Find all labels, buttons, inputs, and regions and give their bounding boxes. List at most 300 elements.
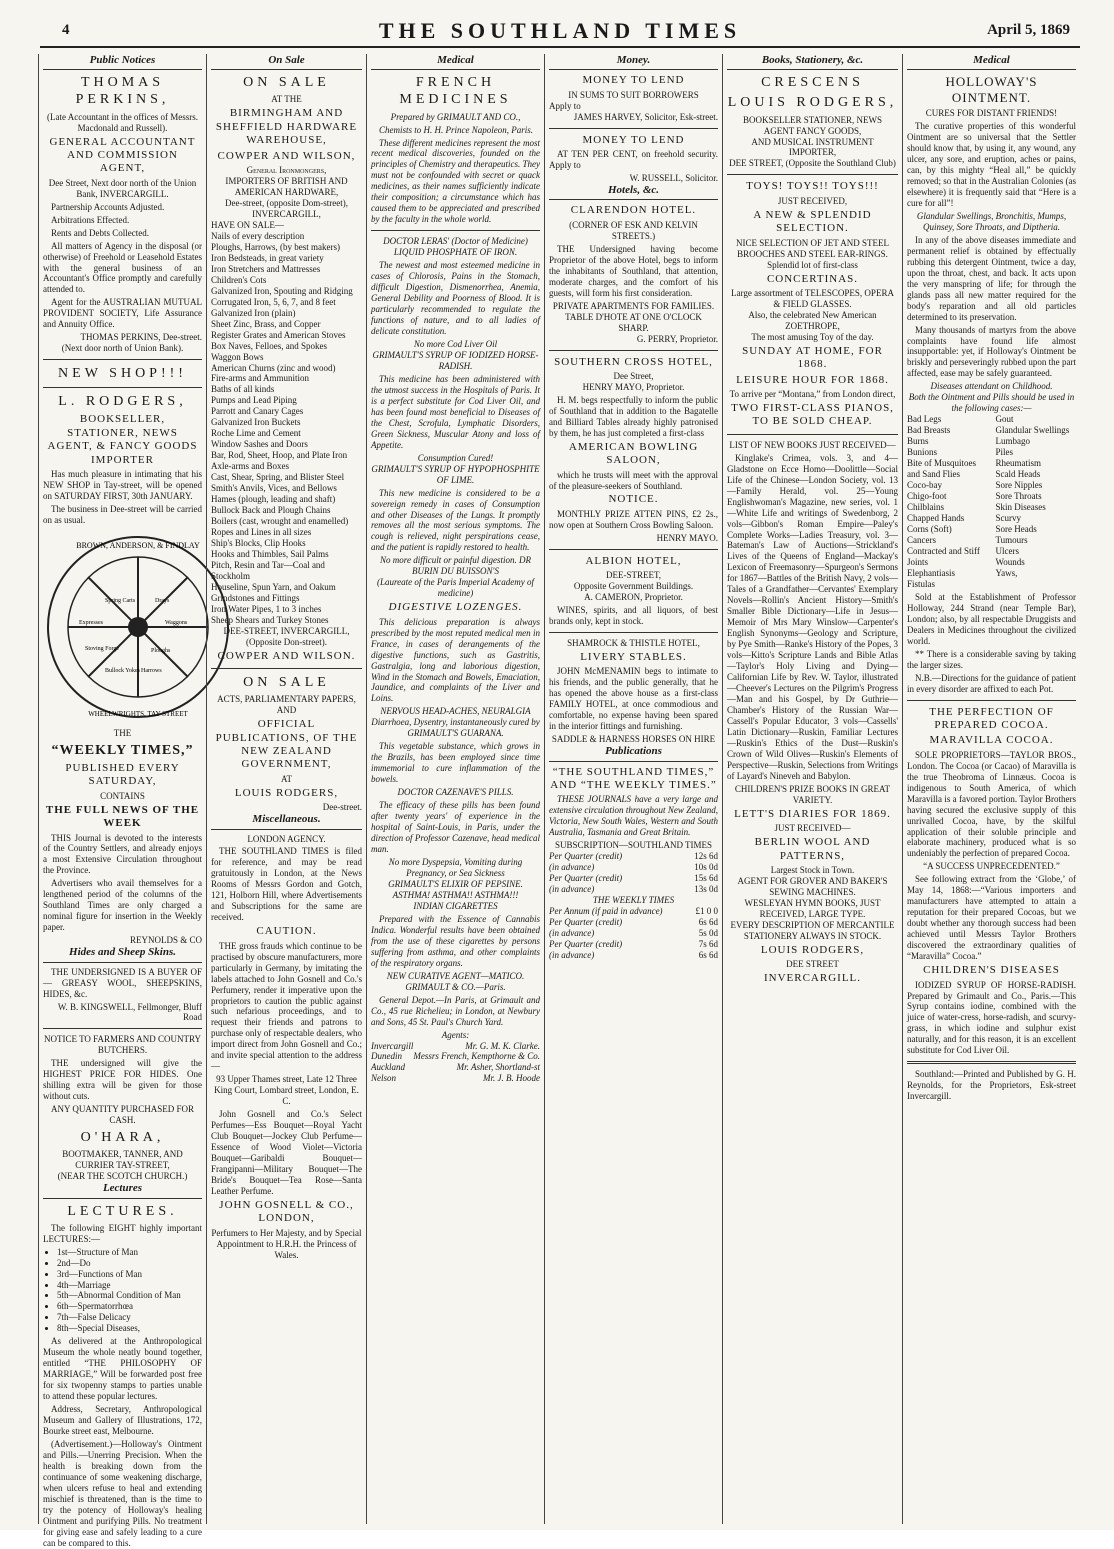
masthead (40, 18, 1080, 48)
section-header: Medical (907, 54, 1076, 70)
ad-text: AGENT FOR GROVER AND BAKER'S SEWING MACHINES. (737, 875, 888, 897)
ad-signature: G. PERRY, Proprietor. (636, 333, 718, 344)
ad-heading: OFFICIAL PUBLICATIONS, OF THE NEW ZEALAND GOVERNMENT, (215, 718, 358, 771)
ad-text: (Late Accountant in the offices of Messrs. Macdonald and Russell). (46, 111, 199, 133)
ad-text: General Depot.—In Paris, at Grimault and Co., 45 rue Richelieu; in London, at Newbury and Sons, 45 St. Paul's Church Yard. (371, 994, 540, 1027)
wheel-illustration (43, 532, 233, 722)
ad-heading: “WEEKLY TIMES,” (51, 742, 194, 758)
column-on-sale (206, 54, 366, 1524)
ad-text: THE gross frauds which continue to be practised by obscure manufacturers, more particularly in Germany, by imitating the labels attached to John Gosnell and Co.'s Perfumery, render it imperative upon the proprietors to caution the public against such nefarious proceedings, and to request their friends and patrons to purchase only of respectable dealers, who import direct from John Gosnell and Co.; and invite special attention to the address— (211, 940, 362, 1072)
list-item: Ploughs, Harrows, (by best makers) (211, 241, 340, 252)
list-item: • 5th—Abnormal Condition of Man (57, 1290, 202, 1301)
list-item: • 7th—False Delicacy (57, 1312, 202, 1323)
table-cell-label: Per Quarter (credit) (549, 939, 623, 949)
ad-text: (Laureate of the Paris Imperial Academy of medicine) (377, 577, 534, 599)
table-cell-label: (in advance) (549, 928, 595, 939)
ad-text: Dee Street, (613, 370, 654, 381)
ad-heading: Glandular Swellings, Bronchitis, Mumps, Quinsey, Sore Throats, and Diptheria. (916, 210, 1067, 232)
page-number: 4 (62, 22, 70, 38)
wheel-spoke-label: Waggons (165, 619, 188, 626)
list-item: Yaws, (995, 567, 1018, 578)
ad-heading: LIST OF NEW BOOKS JUST RECEIVED— (729, 439, 896, 450)
wheel-icon (43, 532, 233, 722)
ad-text: Consumption Cured! (417, 452, 494, 463)
list-item: Rheumatism (995, 458, 1041, 469)
ad-heading: DIGESTIVE LOZENGES. (388, 601, 523, 614)
ad-text: A. CAMERON, Proprietor. (584, 592, 683, 603)
ad-text: The business in Dee-street will be carried on as usual. (43, 503, 202, 525)
ad-heading: BERLIN WOOL AND PATTERNS, (754, 836, 871, 862)
section-header: Miscellaneous. (211, 813, 362, 829)
ad-signature: W. RUSSELL, Solicitor. (629, 173, 718, 184)
table-cell-label: Per Quarter (credit) (549, 851, 623, 862)
list-item: Scurvy (995, 513, 1021, 523)
ad-signature: THOMAS PERKINS, Dee-street. (80, 332, 202, 343)
ad-text: Advertisers who avail themselves for a lengthened period of the columns of the Southland Times are only charged a nominal figure for insertion in the Weekly paper. (43, 878, 202, 933)
ad-heading: LIVERY STABLES. (580, 651, 687, 663)
ad-heading: LEISURE HOUR FOR 1868. (736, 373, 889, 386)
ad-text: The newest and most esteemed medicine in cases of Chlorosis, Pains in the Stomach, difficult Digestion, Dismenorrhea, Anemia, General Debility and Poorness of Blood. It is particularly recommended to regulate the functions of nature, and to all ladies of delicate constitution. (371, 260, 540, 336)
agent-town: Dunedin (371, 1051, 402, 1062)
ad-heading: ON SALE (243, 675, 330, 691)
list-item: Boilers (cast, wrought and enamelled) (211, 516, 349, 527)
list-item: Iron Stretchers and Mattresses (211, 263, 321, 274)
ad-text: THIS Journal is devoted to the interests of the Country Settlers, and already enjoys a most Extensive Circulation throughout the Province. (43, 832, 202, 876)
list-item: • 4th—Marriage (57, 1280, 202, 1291)
ad-text: No more difficult or painful digestion. DR BURIN DU BUISSON'S (380, 555, 531, 577)
table-row (549, 928, 718, 939)
list-item: Window Sashes and Doors (211, 439, 308, 450)
agent-row (371, 1051, 540, 1062)
ad-text: Agent for the AUSTRALIAN MUTUAL PROVIDENT SOCIETY, Life Assurance and Annuity Office. (43, 297, 202, 330)
list-item: Houseline, Spun Yarn, and Oakum (211, 581, 336, 592)
ad-heading: SUBSCRIPTION—SOUTHLAND TIMES (554, 840, 713, 851)
ad-heading: Diseases attendant on Childhood. (930, 381, 1053, 392)
ad-heading: COWPER AND WILSON, (217, 149, 356, 162)
list-item: Ulcers (995, 545, 1019, 556)
ad-text: This new medicine is considered to be a sovereign remedy in cases of Consumption and other Diseases of the Lungs. It promptly removes all the most serious symptoms. The cough is relieved, night perspirations cease, and the patient is rapidly restored to health. (371, 487, 540, 553)
ad-text: THE (113, 727, 132, 738)
ad-text: Dee-street, (opposite Dom-street), INVERCARGILL, (225, 197, 348, 219)
agent-name: Mr. Asher, Shortland-st (456, 1062, 540, 1073)
table-row (549, 917, 718, 928)
ad-text: This delicious preparation is always prescribed by the most reputed medical men in France, in cases of derangements of the digestive functions, such as Gastritis, Gastralgia, long and laborious digestion, Wind in the Stomach and Bowels, Emaciation, Jaundice, and complaints of the Liver and Loins. (371, 616, 540, 704)
table-row (549, 884, 718, 895)
column-medical-2 (902, 54, 1080, 1524)
table-cell-label: (in advance) (549, 949, 595, 960)
divider (43, 359, 202, 360)
ad-text: THE SOUTHLAND TIMES is filed for reference, and may be read gratuitously in London, at the News Rooms of Messrs Gordon and Gotch, 121, Holborn Hill, where Advertisements and Subscriptions for the same are received. (211, 846, 362, 923)
list-item: Register Grates and American Stoves (211, 329, 346, 340)
ad-heading: L. RODGERS, (58, 394, 187, 410)
divider (727, 434, 898, 435)
ad-heading: MONEY TO LEND (582, 74, 685, 87)
list-item: Bad Legs (907, 414, 942, 425)
ad-text: THE Undersigned having become Proprietor of the above Hotel, begs to inform the inhabitants of Southland, that attention, moderate charges, and the comfort of his guests, will form his first consideration. (549, 243, 718, 298)
ad-text: No more Dyspepsia, Vomiting during Pregnancy, or Sea Sickness (388, 857, 523, 878)
ad-signature: COWPER AND WILSON. (217, 649, 356, 662)
newspaper-title: THE SOUTHLAND TIMES (378, 18, 742, 43)
table-cell-label: Per Quarter (credit) (549, 917, 623, 928)
list-item: Sheep Shears and Turkey Stones (211, 614, 329, 625)
ad-text: AND MUSICAL INSTRUMENT IMPORTER, (751, 136, 874, 158)
column-public-notices (38, 54, 206, 1548)
ad-text: SADDLE & HARNESS HORSES ON HIRE (551, 734, 716, 745)
list-item: Cancers (907, 534, 936, 545)
ad-text: Splendid lot of first-class (767, 259, 858, 270)
list-item: Waggon Bows (211, 351, 264, 362)
lecture-list (43, 1247, 202, 1335)
ad-heading: SOUTHERN CROSS HOTEL, (554, 355, 713, 368)
table-cell-value: 6s 6d (698, 917, 718, 928)
ad-text: Chemists to H. H. Prince Napoleon, Paris. (379, 124, 533, 135)
section-header: Books, Stationery, &c. (727, 54, 898, 70)
ad-heading: GRIMAULT'S SYRUP OF IODIZED HORSE-RADISH. (372, 349, 539, 371)
divider (907, 1061, 1076, 1064)
list-item: Wounds (995, 556, 1025, 567)
ad-heading: CAUTION. (256, 925, 317, 938)
divider (549, 549, 718, 550)
ad-heading: TOYS! TOYS!! TOYS!!! (746, 180, 879, 193)
ad-heading: GENERAL ACCOUNTANT AND COMMISSION AGENT, (49, 135, 196, 175)
list-item: Axle-arms and Boxes (211, 461, 289, 472)
list-item: Iron Water Pipes, 1 to 3 inches (211, 603, 322, 614)
cases-left (907, 414, 988, 590)
ad-text: MONTHLY PRIZE ATTEN PINS, £2 2s., now open at Southern Cross Bowling Saloon. (549, 508, 718, 530)
ad-signature: HENRY MAYO. (656, 532, 718, 543)
list-item: Lumbago (995, 436, 1030, 447)
list-item: Bite of Musquitoes and Sand Flies (907, 458, 976, 480)
ad-heading: MONEY TO LEND (582, 133, 685, 146)
ad-text: IN SUMS TO SUIT BORROWERS (568, 89, 699, 100)
subscription-table (549, 851, 718, 895)
ad-heading: ASTHMA! ASTHMA!! ASTHMA!!! (392, 889, 519, 900)
ad-text: The most amusing Toy of the day. (751, 331, 874, 342)
ad-text: DEE STREET (786, 959, 839, 970)
wheel-spoke-label: Ploughs (151, 647, 171, 654)
list-item: Fire-arms and Ammunition (211, 373, 309, 384)
ad-text: THESE JOURNALS have a very large and extensive circulation throughout New Zealand, Victoria, New South Wales, Western and South Australia, Tasmania and Great Britain. (549, 794, 718, 838)
ad-heading: LOUIS RODGERS, (727, 95, 898, 111)
list-item: Arbitrations Effected. (51, 214, 130, 225)
ad-text: Many thousands of martyrs from the above complaints have found life almost insupportable: yet, if Holloway's Ointment be briskly and perseveringly rubbed upon the part affected, ease may be safely guaranteed. (907, 324, 1076, 379)
divider (549, 632, 718, 633)
wheel-spoke-label: Expresses (79, 619, 103, 626)
ad-heading: THOMAS PERKINS, (75, 75, 170, 108)
ad-text: PRIVATE APARTMENTS FOR FAMILIES. (552, 300, 715, 311)
list-item: Glandular Swellings (995, 425, 1070, 436)
ad-heading: CLARENDON HOTEL. (570, 204, 697, 217)
agent-row (371, 1062, 540, 1073)
ad-heading: BIRMINGHAM AND SHEFFIELD HARDWARE WAREHOUSE, (215, 107, 358, 147)
table-row (549, 862, 718, 873)
ad-heading: NERVOUS HEAD-ACHES, NEURALGIA (380, 706, 531, 717)
ad-text: Agents: (441, 1029, 470, 1040)
ad-heading: “THE SOUTHLAND TIMES,” AND “THE WEEKLY TIMES.” (550, 765, 717, 791)
ad-signature: JOHN GOSNELL & CO., LONDON, (219, 1198, 354, 1225)
list-item: Piles (995, 447, 1014, 458)
list-item: Ship's Blocks, Clip Hooks (211, 538, 306, 549)
ad-text: General Ironmongers, (246, 165, 327, 176)
section-header: Money. (549, 54, 718, 70)
section-header: Hides and Sheep Skins. (43, 946, 202, 962)
ad-heading: THE FULL NEWS OF THE WEEK (45, 803, 200, 830)
ad-text: In any of the above diseases immediate and permanent relief is obtained by effectually rubbing this detergent Ointment, twice a day, upon the throat, chest, and back. It acts upon the very manspring of life; for through the glands pass all new matter required for the body's reparation and all old particles determined to its preservation. (907, 234, 1076, 322)
ad-heading: THE WEEKLY TIMES (592, 895, 675, 906)
ad-heading: DOCTOR LERAS' (Doctor of Medicine) LIQUID PHOSPHATE OF IRON. (383, 236, 528, 258)
ad-list (43, 202, 202, 296)
ad-text: THE undersigned will give the HIGHEST PRICE FOR HIDES. One shilling extra will be given for those without cuts. (43, 1058, 202, 1102)
ad-text: (Opposite Don-street). (246, 636, 327, 647)
list-item: Elephantiasis (907, 567, 955, 578)
list-item: Partnership Accounts Adjusted. (51, 201, 165, 212)
list-item: Chigo-foot (907, 491, 947, 502)
ad-heading: GRIMAULT'S ELIXIR OF PEPSINE. (388, 878, 523, 889)
list-item: Gout (995, 414, 1014, 425)
agent-town: Nelson (371, 1073, 397, 1084)
list-item: Tumours (995, 534, 1028, 545)
ad-text: The curative properties of this wonderful Ointment are so universal that the Settler should know that, by using it, any wound, any ulcer, any sore, and eruption, aches or pains, can, by this mighty “Heal all,” be quickly removed; so that in the Australian Colonies (as elsewhere) it is frequently said that “Here is a cure for all”! (907, 121, 1076, 208)
ad-signature: LOUIS RODGERS, (760, 943, 865, 956)
table-cell-label: (in advance) (549, 862, 595, 873)
ad-heading: NEW CURATIVE AGENT—MATICO. GRIMAULT & CO.—Paris. (386, 970, 525, 992)
ad-heading: SHAMROCK & THISTLE HOTEL, (567, 638, 700, 649)
table-cell-value: 13s 0d (694, 884, 718, 895)
ad-text: TABLE D'HOTE AT ONE O'CLOCK SHARP. (565, 311, 702, 333)
ad-signature: INVERCARGILL. (763, 972, 862, 985)
list-item: Corns (Soft) (907, 523, 952, 534)
ad-text: No more Cod Liver Oil (413, 338, 498, 349)
ad-text: EVERY DESCRIPTION OF MERCANTILE STATIONERY ALWAYS IN STOCK. (730, 919, 895, 941)
ad-text: IMPORTERS OF BRITISH AND AMERICAN HARDWARE, (225, 176, 348, 198)
ad-text: (Next door north of Union Bank). (61, 343, 184, 354)
table-row (549, 906, 718, 917)
table-cell-value: 10s 0d (694, 862, 718, 873)
list-item: Bullock Back and Plough Chains (211, 505, 331, 516)
ad-text: AT (281, 773, 292, 784)
list-item: Chilblains (907, 502, 945, 513)
table-cell-value: 5s 0d (698, 928, 718, 939)
divider (549, 128, 718, 129)
ad-text: Diarrhoea, Dysentry, instantaneously cured by (371, 717, 540, 728)
table-cell-label: (in advance) (549, 884, 595, 895)
ad-text: ACTS, PARLIAMENTARY PAPERS, (217, 694, 356, 705)
divider (907, 700, 1076, 701)
ad-heading: “A SUCCESS UNPRECEDENTED.” (923, 861, 1060, 872)
ad-text: Prepared by GRIMAULT AND CO., (390, 111, 521, 122)
table-row (549, 851, 718, 862)
ad-text: 93 Upper Thames street, Late 12 Three King Court, Lombard street, London, E. C. (214, 1074, 359, 1107)
ad-text: Kinglake's Crimea, vols. 3, and 4—Gladstone on Ecce Homo—Doolittle—Social Life of the Chinese—London Society, vol. 13—Family Herald, vol. 25—Young Englishwoman's Magazine, new series, vol. 1—White Life and writings of Swedenborg, 2 vols—Gibbon's Roman Empire—Paley's Complete Works—Ladies Treasury, vol. 3—Bateman's Law of Auctions—Strickland's Lives of the Queens of England—Mackay's Lexicon of Freemasonry—Spurgeon's Sermons for 1867—Battles of the British Navy, 2 vols—Tales of a Grandfather—Cervantes' Exemplary Novels—Rollin's Ancient History—Smith's Smaller Bible Dictionary—Life in Jesus—Memoir of Mrs Mary Winslow—Carpenter's English Synonyms—Geology and Scripture, by Pye Smith—Ranke's History of the Popes, 3 vols—Kitto's Scripture Lands and Bible Atlas—Taylor's Holy Living and Dying—Californian Life by Rev. W. Taylor, illustrated—Cheever's Lectures on the Pilgrim's Progress—Man and his Gospel, by Dr Guthrie—Chamber's History of the Russian War—Cassell's Popular Educator, 3 vols—Cassells' Latin Dictionary—Ruskin, Familiar Lectures—Ruskin's Ethics of the Dust—Ruskin's Crown of Wild Olives—Ruskin's Elements of Perspective—Ruskin, Selections from Writings of Layard's Nineveh and Babylon. (727, 452, 898, 781)
agent-row (371, 1073, 540, 1084)
ad-text: This medicine has been administered with the utmost success in the Hospitals of Paris. It is a perfect substitute for Cod Liver Oil, and has been found most beneficial to Diseases of the Chest, Scrofula, Lymphatic Disorders, Green Sickness, Muscular Atony and loss of Appetite. (371, 373, 540, 450)
section-header: On Sale (211, 54, 362, 70)
subscription-table (549, 906, 718, 961)
list-item: Grindstones and Fittings (211, 592, 300, 603)
ad-text: HAVE ON SALE— (211, 219, 284, 230)
list-item: • 1st—Structure of Man (57, 1247, 202, 1258)
ad-heading: LECTURES. (67, 1203, 178, 1219)
ad-text: Perfumers to Her Majesty, and by Special Appointment to H.R.H. the Princess of Wales. (211, 1227, 362, 1260)
divider (549, 350, 718, 351)
ad-heading: PUBLISHED EVERY SATURDAY, (65, 761, 180, 788)
list-item: • 3rd—Functions of Man (57, 1269, 202, 1280)
ad-heading: LONDON AGENCY. (247, 833, 326, 844)
column-books (722, 54, 902, 1524)
table-cell-value: £1 0 0 (695, 906, 718, 917)
ad-text: AT TEN PER CENT, on freehold security. Apply to (549, 149, 718, 171)
list-item: Pitch, Resin and Tar—Coal and Stockholm (211, 559, 325, 581)
ad-text: BOOKSELLER STATIONER, NEWS AGENT FANCY GOODS, (742, 114, 883, 136)
list-item: Galvanized Iron (plain) (211, 307, 296, 318)
ad-heading: BOOKSELLER, STATIONER, NEWS AGENT, & FANCY GOODS IMPORTER (47, 413, 198, 466)
list-item: Roche Lime and Cement (211, 428, 301, 439)
list-item: Skin Diseases (995, 502, 1046, 513)
ad-heading: SUNDAY AT HOME, FOR 1868. (742, 344, 883, 371)
cases-right (996, 414, 1077, 590)
ad-text: The efficacy of these pills has been found after twenty years' of experience in the hospital of Saint-Louis, in Paris, under the direction of Professor Cazenave, head medical man. (371, 800, 540, 855)
ad-text: SOLE PROPRIETORS—TAYLOR BROS., London. The Cocoa (or Cacao) of Maravilla is the true Theobroma of Linnæus. Cocoa is indigenous to South America, of which Maravilla is a favored portion. Taylor Brothers having secured the exclusive supply of this unrivalled Cocoa, have, by the skilful application of their soluble principle and elaborate machinery, produced what is so undeniably the perfection of prepared Cocoa. (907, 749, 1076, 859)
list-item: Hames (plough, leading and shaft) (211, 494, 336, 505)
list-item: American Churns (zinc and wood) (211, 362, 336, 373)
agent-name: Mr. G. M. K. Clarke. (465, 1040, 540, 1051)
ad-text: (CORNER OF ESK AND KELVIN STREETS.) (569, 219, 698, 241)
table-row (549, 950, 718, 961)
list-item: Nails of every description (211, 230, 305, 241)
ad-text: Dee Street, Next door north of the Union Bank, INVERCARGILL. (48, 177, 197, 199)
issue-date: April 5, 1869 (987, 22, 1070, 38)
list-item: • 8th—Special Diseases, (57, 1323, 202, 1334)
ad-heading: ALBION HOTEL, (585, 554, 682, 567)
ad-heading: ON SALE (243, 75, 330, 91)
ad-text: which he trusts will meet with the approval of the pleasure-seekers of Southland. (549, 469, 718, 491)
wheel-ring-label: WHEELWRIGHTS, TAY STREET (88, 709, 188, 718)
table-cell-value: 6s 6d (698, 949, 718, 960)
table-row (549, 873, 718, 884)
ad-signature: REYNOLDS & CO (129, 935, 202, 946)
divider (211, 668, 362, 669)
agent-row (371, 1041, 540, 1052)
table-row (549, 939, 718, 950)
ad-text: DEE STREET, (Opposite the Southland Club) (729, 158, 896, 169)
ad-heading: MARAVILLA COCOA. (929, 734, 1054, 747)
ad-text: HENRY MAYO, Proprietor. (582, 381, 685, 392)
divider (43, 387, 202, 388)
ad-text: Sold at the Establishment of Professor Holloway, 244 Strand (near Temple Bar), London; also, by all respectable Druggists and Dealers in Medicines throughout the civilized world. (907, 591, 1076, 646)
list-item: Coco-bay (907, 480, 942, 491)
list-item: Burns (907, 436, 929, 447)
agent-town: Invercargill (371, 1040, 414, 1051)
list-item: Galvanized Iron Buckets (211, 417, 301, 428)
wheel-spoke-label: Stoving Forge (85, 645, 120, 652)
ad-text: CURES FOR DISTANT FRIENDS! (925, 108, 1058, 119)
agent-name: Mr. J. B. Hoode (483, 1073, 540, 1084)
ad-text: ** There is a considerable saving by taking the larger sizes. (907, 648, 1076, 670)
ad-text: Largest Stock in Town. (770, 864, 855, 875)
column-medical (366, 54, 544, 1524)
ad-heading: CRESCENS (761, 75, 864, 91)
list-item: Pumps and Lead Piping (211, 395, 297, 406)
ad-text: N.B.—Directions for the guidance of patient in every disorder are affixed to each Pot. (907, 672, 1076, 694)
agent-name: Messrs French, Kempthorne & Co. (413, 1051, 540, 1062)
ad-text: BOOTMAKER, TANNER, AND CURRIER TAY-STREET, (62, 1149, 183, 1171)
list-item: Bad Breasts (907, 425, 951, 436)
wheel-spoke-label: Spring Carts (105, 597, 136, 604)
imprint: Southland:—Printed and Published by G. H. Reynolds, for the Proprietors, Esk-street Invercargill. (907, 1069, 1076, 1102)
list-item: Sore Nipples (995, 480, 1043, 491)
ad-text: Prepared with the Essence of Cannabis Indica. Wonderful results have been obtained from the use of these cigarettes by persons suffering from asthma, and other complaints of the respiratory organs. (371, 913, 540, 968)
ad-text: Opposite Government Buildings. (573, 581, 694, 592)
wheel-spoke-label: Drays (155, 597, 170, 604)
list-item: Contracted and Stiff Joints (907, 545, 980, 567)
ad-text: THE UNDERSIGNED IS A BUYER OF— GREASY WOOL, SHEEPSKINS, HIDES, &c. (43, 966, 202, 999)
cases-list (907, 414, 1076, 590)
ad-heading: GRIMAULT'S SYRUP OF HYPOPHOSPHITE OF LIME. (371, 463, 540, 485)
list-item: Rents and Debts Collected. (51, 227, 149, 238)
ad-text: To arrive per “Montana,” from London direct, (729, 388, 896, 399)
ad-text: WESLEYAN HYMN BOOKS, JUST RECEIVED, LARGE TYPE. (744, 897, 881, 919)
list-item: Bunions (907, 447, 938, 458)
ad-text: As delivered at the Anthropological Museum the whole neatly bound together, entitled “THE PHILOSOPHY OF MARRIAGE,” Will be forwarded post free for six twopenny stamps to parties unable to attend these popular lectures. (43, 1336, 202, 1402)
ad-heading: DOCTOR CAZENAVE'S PILLS. (397, 787, 514, 798)
list-item: All matters of Agency in the disposal (or otherwise) of Freehold or Leasehold Estates with the general business of an Accountant's Office promptly and carefully attended to. (43, 240, 202, 295)
table-cell-value: 7s 6d (698, 939, 718, 949)
list-item: Sheet Zinc, Brass, and Copper (211, 318, 321, 329)
ad-signature: W. B. KINGSWELL, Fellmonger, Bluff Road (57, 1001, 202, 1023)
ad-heading: AMERICAN BOWLING SALOON, (568, 440, 699, 467)
list-item: Cast, Shear, Spring, and Blister Steel (211, 472, 345, 483)
ad-text: NICE SELECTION OF JET AND STEEL BROOCHES AND STEEL EAR-RINGS. (735, 237, 890, 259)
ad-heading: O'HARA, (80, 1130, 165, 1146)
list-item: Sore Throats (995, 491, 1042, 502)
list-item: Bar, Rod, Sheet, Hoop, and Plate Iron (211, 450, 348, 461)
ad-heading: GRIMAULT'S GUARANA. (407, 728, 504, 739)
ad-text: H. M. begs respectfully to inform the public of Southland that in addition to the Bagatelle and Billiard Tables already highly patronised by them, he has just completed a first-class (549, 394, 718, 438)
ad-signature: LOUIS RODGERS, (234, 786, 339, 799)
list-item: Fistulas (907, 578, 936, 589)
stock-list (211, 231, 362, 626)
ad-text: John Gosnell and Co.'s Select Perfumes—Ess Bouquet—Royal Yacht Club Bouquet—Jockey Club Perfume—Essence of Wood Violet—Victoria Bouquet—Garibaldi Bouquet—Frangipanni—Military Bouquet—The Bride's Bouquet—Tea Rose—Santa Leather Perfume. (211, 1109, 362, 1196)
ad-text: WINES, spirits, and all liquors, of best brands only, kept in stock. (549, 605, 718, 627)
ad-heading: CHILDREN'S DISEASES (923, 964, 1060, 977)
list-item: Parrott and Canary Cages (211, 406, 304, 417)
ad-text: AT THE (271, 94, 302, 105)
list-item: Sore Heads (995, 523, 1037, 534)
agent-town: Auckland (371, 1062, 405, 1073)
ad-heading: NEW SHOP!!! (58, 366, 187, 382)
list-item: Box Naves, Felloes, and Spokes (211, 340, 327, 351)
section-header: Hotels, &c. (549, 184, 718, 200)
list-item: Corrugated Iron, 5, 6, 7, and 8 feet (211, 296, 336, 307)
section-header: Public Notices (43, 54, 202, 70)
ad-heading: NOTICE. (608, 493, 659, 506)
ad-text: These different medicines represent the most recent medical discoveries, founded on the principles of Chemistry and therapeutics. They must not be confounded with secret or quack medicines, as their names sufficiently indicate their composition; a circumstance which has caused them to be appreciated and prescribed by the faculty in the whole world. (371, 137, 540, 225)
ad-text: CONTAINS (100, 790, 145, 801)
table-cell-value: 12s 6d (694, 851, 718, 862)
divider (727, 174, 898, 175)
ad-text: Both the Ointment and Pills should be used in the following cases:— (908, 392, 1075, 414)
section-header: Medical (371, 54, 540, 70)
wheel-spoke-label: Harrows (141, 667, 162, 674)
ad-text: Has much pleasure in intimating that his NEW SHOP in Tay-street, will be opened on SATURDAY FIRST, 30th JANUARY. (43, 469, 202, 501)
ad-heading: CONCERTINAS. (766, 272, 859, 285)
ad-text: JUST RECEIVED, (777, 195, 848, 206)
ad-text: IODIZED SYRUP OF HORSE-RADISH. Prepared by Grimault and Co., Paris.—This Syrup contains iodine, combined with the juice of water-cress, horse-radish, and scurvy-grass, in which iodine and sulphur exist naturally, and for this reason, it is an excellent substitute for Cod Liver Oil. (907, 979, 1076, 1056)
wheel-spoke-label: Bullock Yokes (105, 667, 141, 674)
ad-text: Address, Secretary, Anthropological Museum and Gallery of Illustrations, 172, Bourke street east, Melbourne. (43, 1404, 202, 1437)
ad-heading: CHILDREN'S PRIZE BOOKS IN GREAT VARIETY. (734, 783, 891, 805)
wheel-ring-label: BROWN, ANDERSON, & FINDLAY (76, 540, 200, 550)
